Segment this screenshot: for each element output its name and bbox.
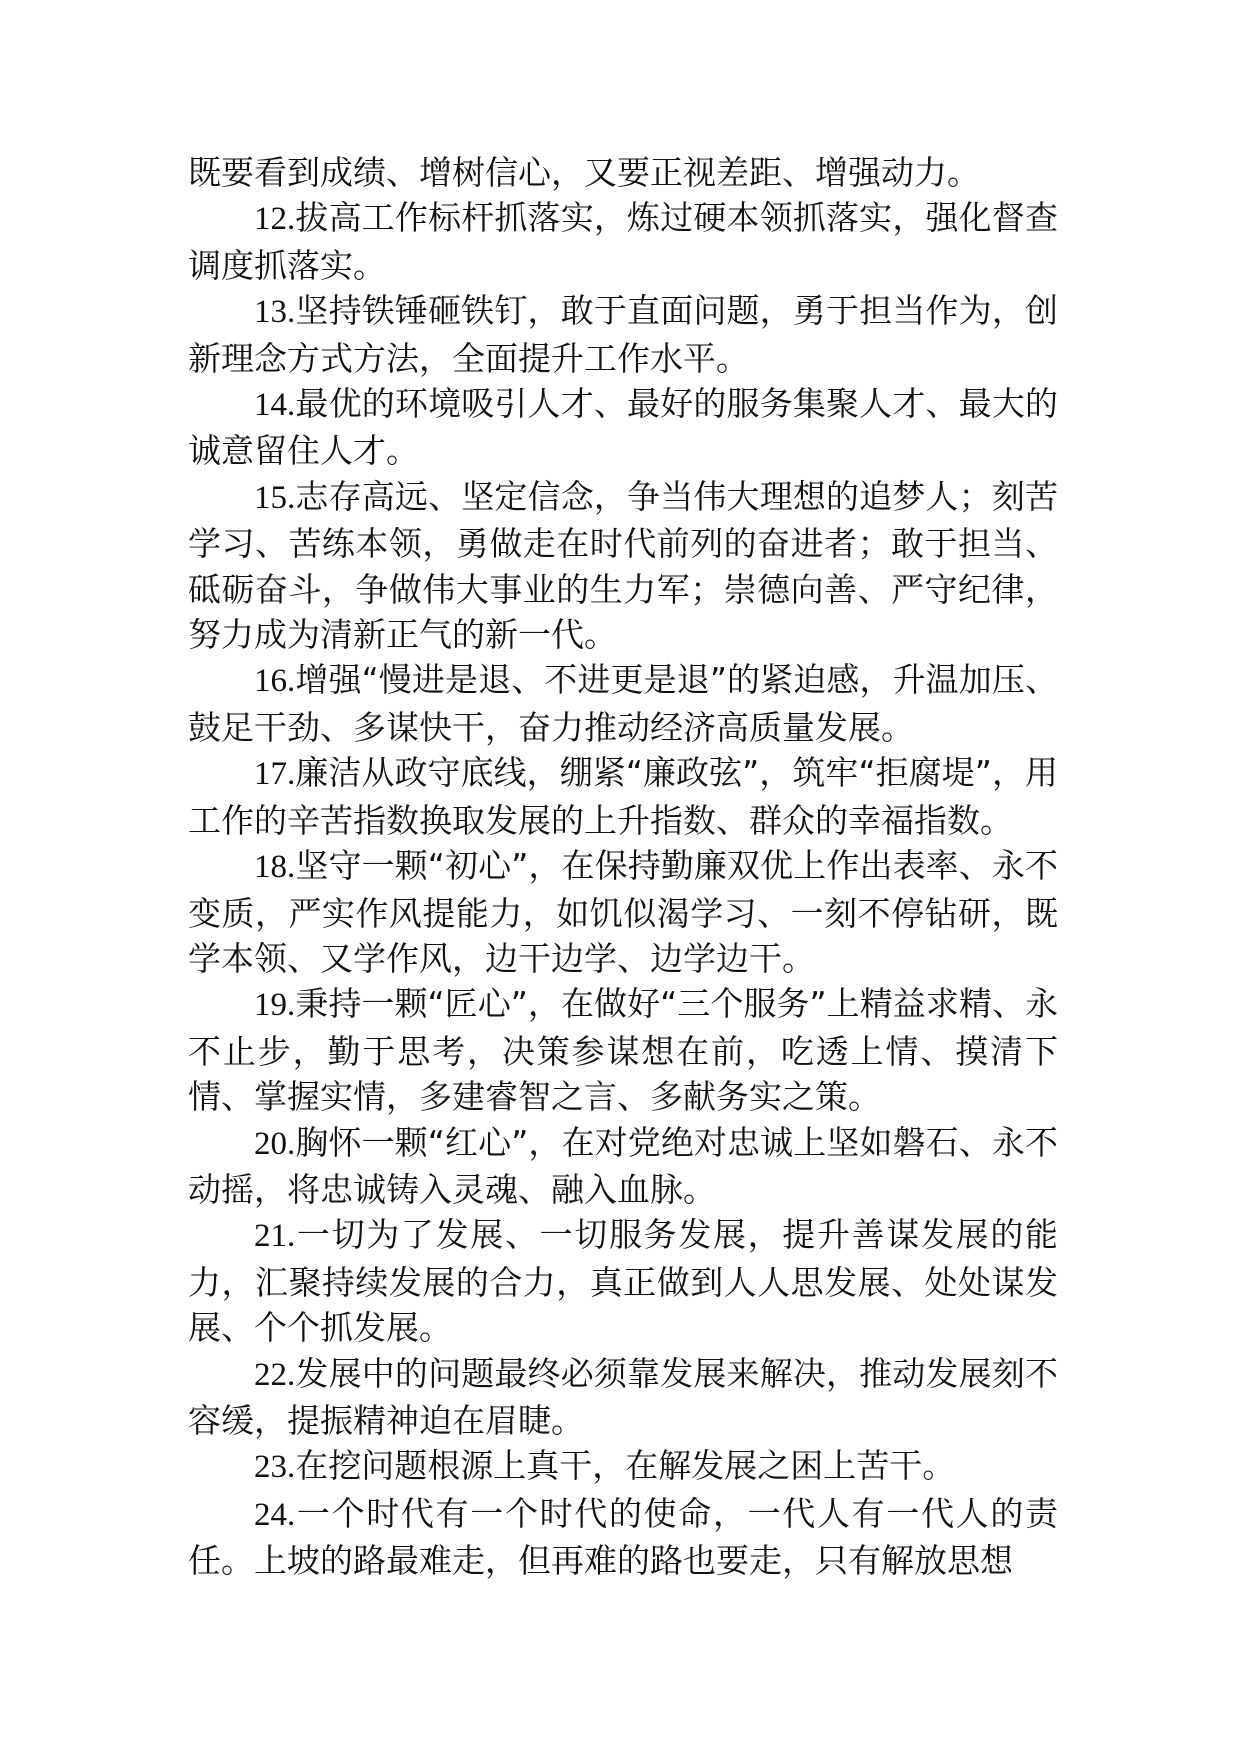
paragraph-text: 最优的环境吸引人才、最好的服务集聚人才、最大的诚意留住人才。: [188, 384, 1058, 471]
paragraph: [188, 195, 1058, 288]
paragraph-number: 23.: [254, 1449, 296, 1486]
paragraph-number: 16.: [254, 663, 296, 700]
document-body: [188, 150, 1058, 1584]
paragraph-text: 一个时代有一个时代的使命，一代人有一代人的责任。上坡的路最难走，但再难的路也要走，只有解放思想: [188, 1493, 1058, 1581]
paragraph-number: 17.: [254, 756, 296, 793]
paragraph: [188, 843, 1058, 981]
paragraph-number: 21.: [254, 1218, 296, 1255]
paragraph-number: 18.: [254, 849, 296, 886]
paragraph-number: 12.: [254, 201, 296, 238]
paragraph-text: 坚持铁锤砸铁钉，敢于直面问题，勇于担当作为，创新理念方式方法，全面提升工作水平。: [188, 291, 1058, 378]
paragraph: [188, 1443, 1058, 1490]
paragraph-number: 15.: [254, 479, 296, 516]
paragraph: [188, 474, 1058, 658]
paragraph-text: 胸怀一颗“红心”，在对党绝对忠诚上坚如磐石、永不动摇，将忠诚铸入灵魂、融入血脉。: [188, 1122, 1058, 1209]
paragraph-number: 14.: [254, 387, 296, 424]
paragraph: [188, 381, 1058, 474]
paragraph: [188, 657, 1058, 750]
paragraph: [188, 1212, 1058, 1350]
paragraph-number: 20.: [254, 1125, 296, 1162]
paragraph: [188, 1120, 1058, 1213]
paragraph-text: 秉持一颗“匠心”，在做好“三个服务”上精益求精、永不止步，勤于思考，决策参谋想在前，吃透上情、摸清下情、掌握实情，多建睿智之言、多献务实之策。: [188, 984, 1058, 1117]
paragraph-text: 发展中的问题最终必须靠发展来解决，推动发展刻不容缓，提振精神迫在眉睫。: [188, 1353, 1058, 1440]
paragraph: [188, 750, 1058, 843]
paragraph-text: 在挖问题根源上真干，在解发展之困上苦干。: [295, 1446, 956, 1486]
paragraph-number: 24.: [254, 1496, 296, 1533]
paragraph-number: 19.: [254, 987, 296, 1024]
paragraph-number: 22.: [254, 1356, 296, 1393]
paragraph: [188, 981, 1058, 1119]
paragraph: [188, 288, 1058, 381]
paragraph-text: 拔高工作标杆抓落实，炼过硬本领抓落实，强化督查调度抓落实。: [188, 198, 1058, 285]
paragraph-text: 增强“慢进是退、不进更是退”的紧迫感，升温加压、鼓足干劲、多谋快干，奋力推动经济高质量发展。: [188, 660, 1058, 747]
paragraph-text: 既要看到成绩、增树信心，又要正视差距、增强动力。: [188, 153, 980, 192]
paragraph-text: 志存高远、坚定信念，争当伟大理想的追梦人；刻苦学习、苦练本领，勇做走在时代前列的奋进者；敢于担当、砥砺奋斗，争做伟大事业的生力军；崇德向善、严守纪律，努力成为清新正气的新一代。: [188, 476, 1058, 655]
paragraph-text: 廉洁从政守底线，绷紧“廉政弦”，筑牢“拒腐堤”，用工作的辛苦指数换取发展的上升指数、群众的幸福指数。: [188, 753, 1058, 840]
paragraph-number: 13.: [254, 294, 296, 331]
paragraph: [188, 150, 1058, 195]
paragraph-text: 一切为了发展、一切服务发展，提升善谋发展的能力，汇聚持续发展的合力，真正做到人人思发展、处处谋发展、个个抓发展。: [188, 1215, 1058, 1348]
paragraph: [188, 1491, 1058, 1584]
paragraph-text: 坚守一颗“初心”，在保持勤廉双优上作出表率、永不变质，严实作风提能力，如饥似渴学习、一刻不停钻研，既学本领、又学作风，边干边学、边学边干。: [188, 846, 1058, 978]
paragraph: [188, 1351, 1058, 1444]
